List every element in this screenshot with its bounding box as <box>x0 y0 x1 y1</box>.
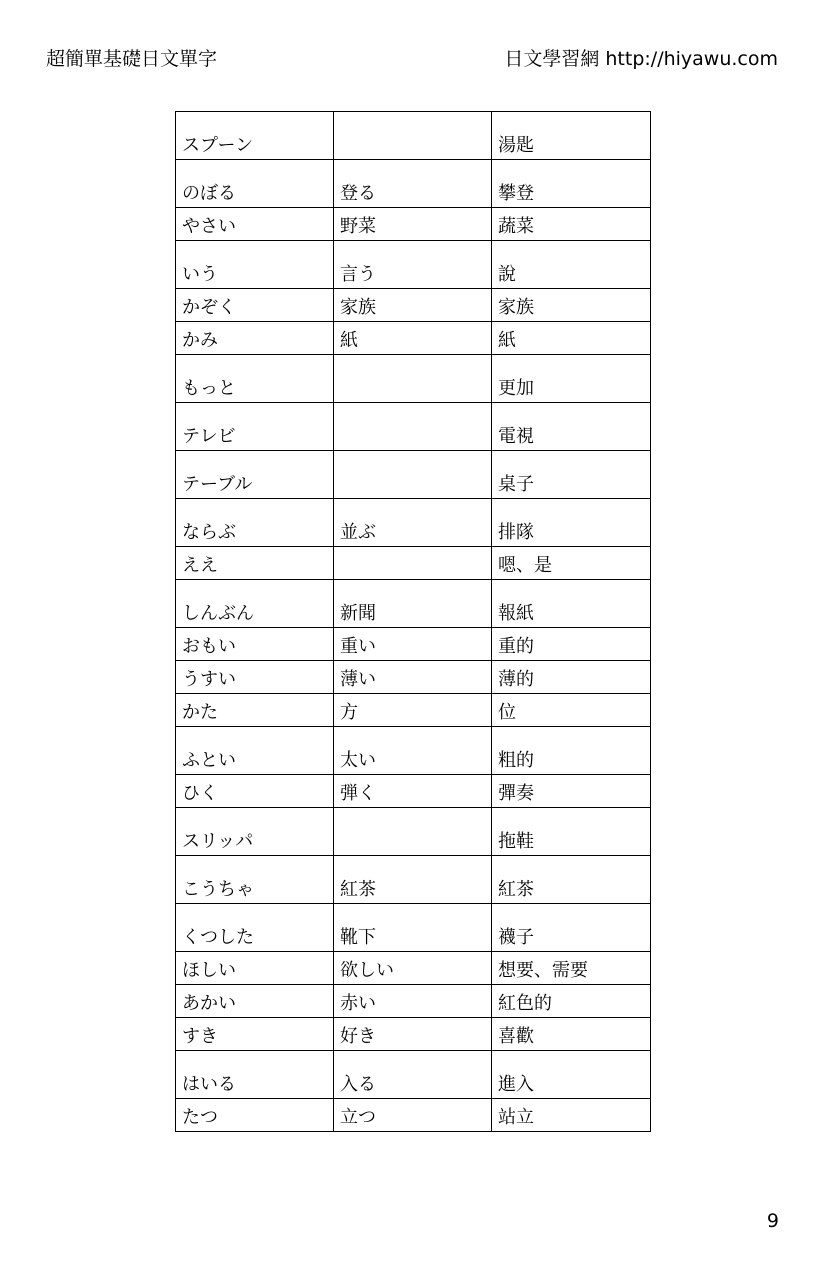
table-row <box>176 322 651 355</box>
table-row <box>176 499 651 547</box>
kana-cell: もっと <box>176 355 334 403</box>
kana-cell: やさい <box>176 208 334 241</box>
chinese-cell: 紙 <box>492 322 651 355</box>
table-row <box>176 208 651 241</box>
kanji-cell: 家族 <box>334 289 492 322</box>
chinese-cell: 更加 <box>492 355 651 403</box>
chinese-cell: 襪子 <box>492 904 651 952</box>
kana-cell: のぼる <box>176 160 334 208</box>
kanji-cell: 靴下 <box>334 904 492 952</box>
kanji-cell <box>334 355 492 403</box>
table-row <box>176 580 651 628</box>
table-row <box>176 808 651 856</box>
chinese-cell: 粗的 <box>492 727 651 775</box>
kanji-cell <box>334 547 492 580</box>
kanji-cell: 言う <box>334 241 492 289</box>
kanji-cell: 赤い <box>334 985 492 1018</box>
kana-cell: たつ <box>176 1099 334 1132</box>
chinese-cell: 報紙 <box>492 580 651 628</box>
kanji-cell: 紙 <box>334 322 492 355</box>
kana-cell: おもい <box>176 628 334 661</box>
table-row <box>176 775 651 808</box>
kana-cell: かた <box>176 694 334 727</box>
chinese-cell: 蔬菜 <box>492 208 651 241</box>
kanji-cell: 欲しい <box>334 952 492 985</box>
chinese-cell: 說 <box>492 241 651 289</box>
table-row <box>176 1051 651 1099</box>
chinese-cell: 攀登 <box>492 160 651 208</box>
table-row <box>176 451 651 499</box>
kanji-cell <box>334 451 492 499</box>
table-row <box>176 547 651 580</box>
kana-cell: すき <box>176 1018 334 1051</box>
page-number: 9 <box>766 1210 779 1232</box>
chinese-cell: 桌子 <box>492 451 651 499</box>
table-row <box>176 160 651 208</box>
kanji-cell: 登る <box>334 160 492 208</box>
table-row <box>176 355 651 403</box>
chinese-cell: 紅色的 <box>492 985 651 1018</box>
table-row <box>176 694 651 727</box>
kana-cell: かみ <box>176 322 334 355</box>
table-row <box>176 289 651 322</box>
table-row <box>176 1099 651 1132</box>
kanji-cell: 入る <box>334 1051 492 1099</box>
table-row <box>176 241 651 289</box>
chinese-cell: 排隊 <box>492 499 651 547</box>
kana-cell: いう <box>176 241 334 289</box>
chinese-cell: 電視 <box>492 403 651 451</box>
table-row <box>176 904 651 952</box>
kanji-cell: 太い <box>334 727 492 775</box>
chinese-cell: 進入 <box>492 1051 651 1099</box>
kana-cell: こうちゃ <box>176 856 334 904</box>
kanji-cell: 紅茶 <box>334 856 492 904</box>
kana-cell: スリッパ <box>176 808 334 856</box>
kanji-cell: 並ぶ <box>334 499 492 547</box>
chinese-cell: 站立 <box>492 1099 651 1132</box>
kana-cell: ほしい <box>176 952 334 985</box>
chinese-cell: 喜歡 <box>492 1018 651 1051</box>
table-row <box>176 1018 651 1051</box>
kanji-cell <box>334 808 492 856</box>
chinese-cell: 薄的 <box>492 661 651 694</box>
table-row <box>176 856 651 904</box>
kana-cell: ええ <box>176 547 334 580</box>
kanji-cell: 野菜 <box>334 208 492 241</box>
kana-cell: テレビ <box>176 403 334 451</box>
kanji-cell: 薄い <box>334 661 492 694</box>
kana-cell: ひく <box>176 775 334 808</box>
kanji-cell: 立つ <box>334 1099 492 1132</box>
kana-cell: ならぶ <box>176 499 334 547</box>
kanji-cell: 重い <box>334 628 492 661</box>
chinese-cell: 位 <box>492 694 651 727</box>
kana-cell: くつした <box>176 904 334 952</box>
kana-cell: しんぶん <box>176 580 334 628</box>
table-row <box>176 727 651 775</box>
kanji-cell <box>334 403 492 451</box>
chinese-cell: 紅茶 <box>492 856 651 904</box>
table-row <box>176 661 651 694</box>
vocabulary-table <box>175 111 651 1132</box>
kana-cell: うすい <box>176 661 334 694</box>
site-title: 日文學習網 http://hiyawu.com <box>504 48 778 70</box>
table-row <box>176 985 651 1018</box>
chinese-cell: 湯匙 <box>492 112 651 160</box>
chinese-cell: 彈奏 <box>492 775 651 808</box>
table-row <box>176 403 651 451</box>
chinese-cell: 家族 <box>492 289 651 322</box>
kanji-cell: 好き <box>334 1018 492 1051</box>
table-row <box>176 952 651 985</box>
kana-cell: かぞく <box>176 289 334 322</box>
chinese-cell: 想要、需要 <box>492 952 651 985</box>
kanji-cell <box>334 112 492 160</box>
kana-cell: ふとい <box>176 727 334 775</box>
document-title: 超簡單基礎日文單字 <box>46 48 218 70</box>
kana-cell: はいる <box>176 1051 334 1099</box>
kanji-cell: 弾く <box>334 775 492 808</box>
kana-cell: あかい <box>176 985 334 1018</box>
table-row <box>176 112 651 160</box>
vocabulary-table-body <box>176 112 651 1132</box>
chinese-cell: 嗯、是 <box>492 547 651 580</box>
kana-cell: テーブル <box>176 451 334 499</box>
chinese-cell: 重的 <box>492 628 651 661</box>
kanji-cell: 新聞 <box>334 580 492 628</box>
table-row <box>176 628 651 661</box>
chinese-cell: 拖鞋 <box>492 808 651 856</box>
kanji-cell: 方 <box>334 694 492 727</box>
kana-cell: スプーン <box>176 112 334 160</box>
